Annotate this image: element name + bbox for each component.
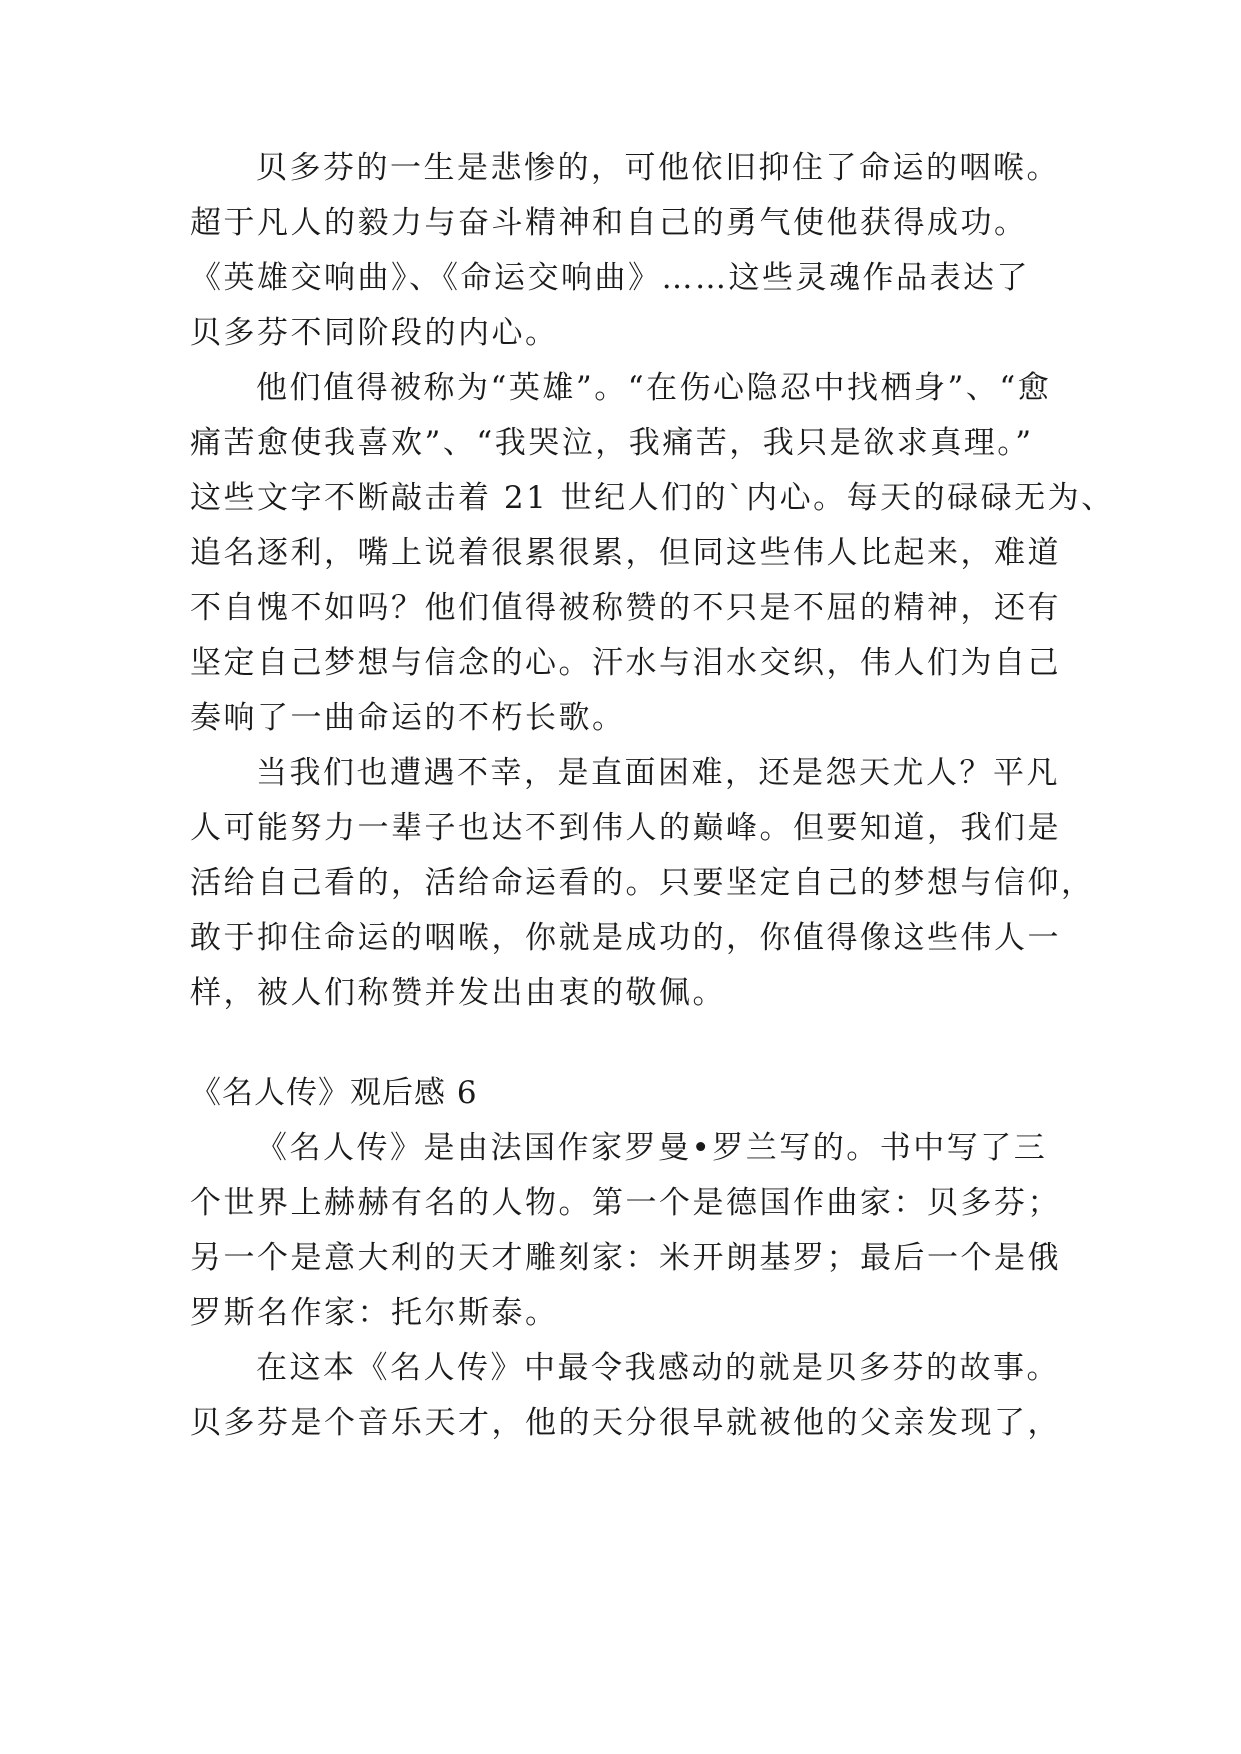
text-line: 奏响了一曲命运的不朽长歌。	[190, 700, 626, 736]
section-title: 《名人传》观后感 6	[190, 1075, 478, 1111]
text-line: 另一个是意大利的天才雕刻家：米开朗基罗；最后一个是俄	[190, 1240, 1061, 1276]
text-line: 敢于抑住命运的咽喉，你就是成功的，你值得像这些伟人一	[190, 920, 1061, 956]
text-line: 不自愧不如吗？他们值得被称赞的不只是不屈的精神，还有	[190, 590, 1061, 626]
text-line: 在这本《名人传》中最令我感动的就是贝多芬的故事。	[256, 1350, 1060, 1386]
text-line: 罗斯名作家：托尔斯泰。	[190, 1295, 559, 1331]
text-line: 贝多芬是个音乐天才，他的天分很早就被他的父亲发现了，	[190, 1405, 1061, 1441]
text-line: 人可能努力一辈子也达不到伟人的巅峰。但要知道，我们是	[190, 810, 1061, 846]
text-line: 个世界上赫赫有名的人物。第一个是德国作曲家：贝多芬；	[190, 1185, 1061, 1221]
text-line: 这些文字不断敲击着 21 世纪人们的`内心。每天的碌碌无为、	[190, 480, 1115, 516]
text-line: 痛苦愈使我喜欢”、“我哭泣，我痛苦，我只是欲求真理。”	[190, 425, 1034, 461]
text-line: 当我们也遭遇不幸，是直面困难，还是怨天尤人？平凡	[256, 755, 1060, 791]
text-line: 贝多芬不同阶段的内心。	[190, 315, 559, 351]
text-line: 他们值得被称为“英雄”。“在伤心隐忍中找栖身”、“愈	[256, 370, 1052, 406]
text-line: 《名人传》是由法国作家罗曼•罗兰写的。书中写了三	[256, 1130, 1048, 1166]
text-line: 坚定自己梦想与信念的心。汗水与泪水交织，伟人们为自己	[190, 645, 1061, 681]
text-line: 追名逐利，嘴上说着很累很累，但同这些伟人比起来，难道	[190, 535, 1061, 571]
text-line: 活给自己看的，活给命运看的。只要坚定自己的梦想与信仰，	[190, 865, 1095, 901]
text-line: 贝多芬的一生是悲惨的，可他依旧抑住了命运的咽喉。	[256, 150, 1060, 186]
text-line: 《英雄交响曲》、《命运交响曲》……这些灵魂作品表达了	[190, 260, 1030, 296]
text-line: 样，被人们称赞并发出由衷的敬佩。	[190, 975, 726, 1011]
text-line: 超于凡人的毅力与奋斗精神和自己的勇气使他获得成功。	[190, 205, 1028, 241]
